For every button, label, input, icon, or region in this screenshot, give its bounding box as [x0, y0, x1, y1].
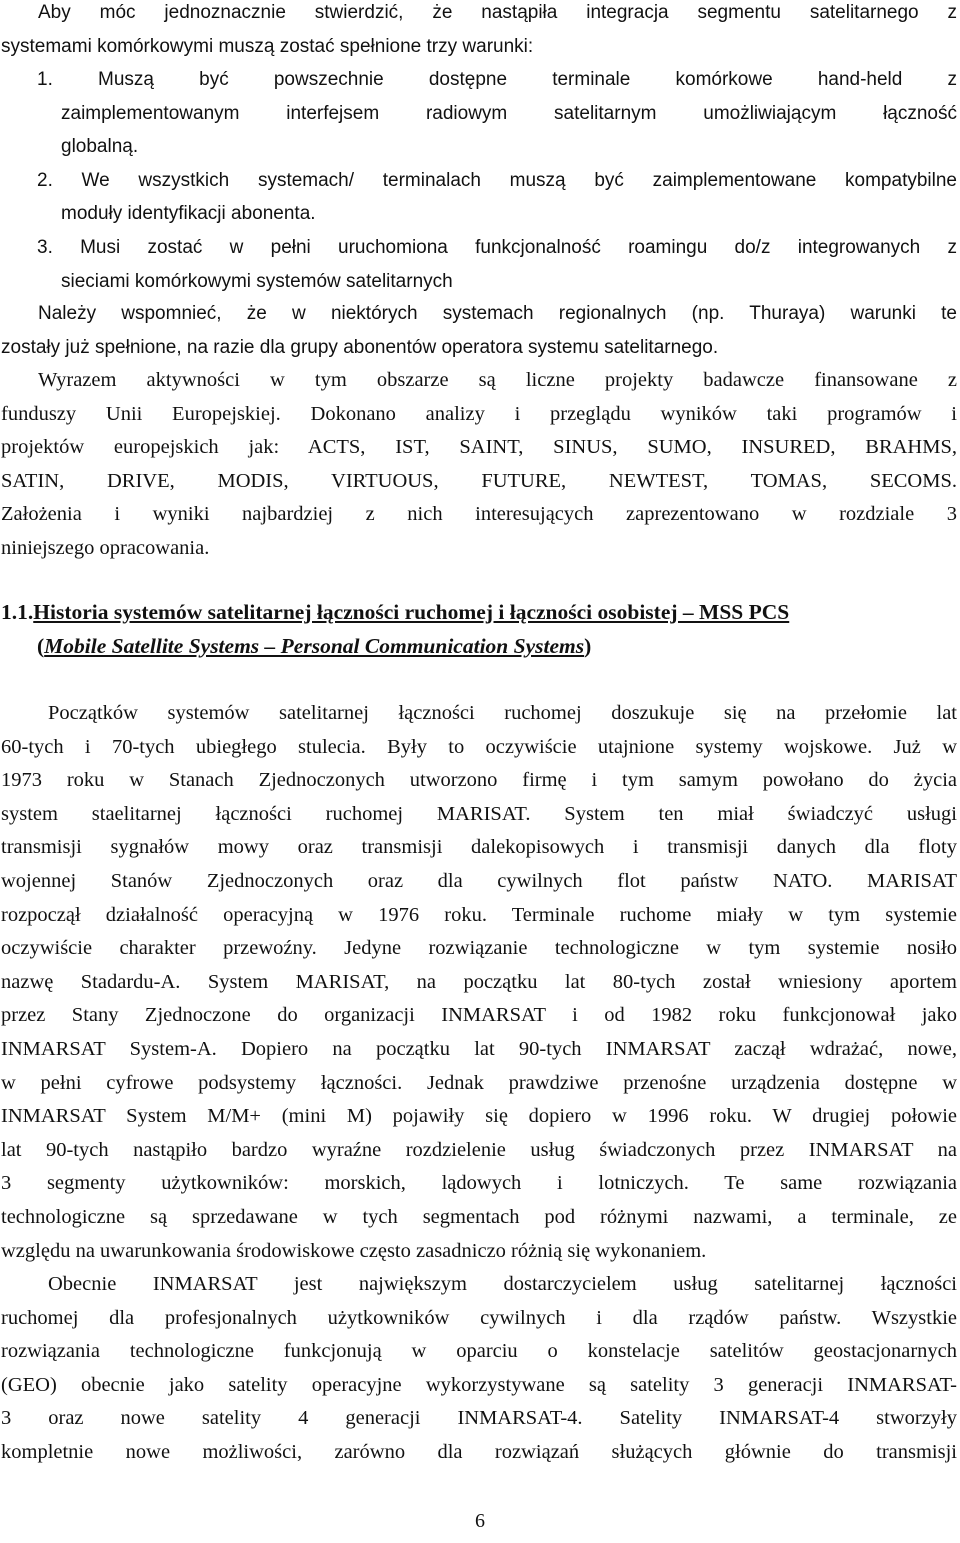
history-paragraph-1 [0, 697, 960, 1268]
section-heading [0, 596, 960, 663]
text-line: 1973 roku w Stanach Zjednoczonych utworzono firmę i tym samym powołano do życia [1, 769, 957, 792]
text-line: Aby móc jednoznacznie stwierdzić, że nastąpiła integracja segmentu satelitarnego z [38, 2, 957, 23]
text-line: transmisji sygnałów mowy oraz transmisji dalekopisowych i transmisji danych dla floty [1, 836, 957, 859]
text-line: sieciami komórkowymi systemów satelitarnych [61, 270, 453, 292]
text-line: (GEO) obecnie jako satelity operacyjne wykorzystywane są satelity 3 generacji INMARSAT- [1, 1373, 957, 1396]
intro-paragraph [0, 0, 960, 63]
text-line: 3. Musi zostać w pełni uruchomiona funkcjonalność roamingu do/z integrowanych z [37, 236, 957, 258]
text-line: 3 segmenty użytkowników: morskich, lądowych i lotniczych. Te same rozwiązania [1, 1172, 957, 1195]
text-line: Początków systemów satelitarnej łączności ruchomej doszukuje się na przełomie lat [48, 702, 957, 724]
list-item [0, 231, 960, 298]
section-subtitle-line [0, 630, 960, 664]
text-line: systemami komórkowymi muszą zostać spełnione trzy warunki: [1, 35, 534, 57]
projects-paragraph [0, 364, 960, 566]
list-item [0, 164, 960, 231]
text-line: rozwiązania technologiczne funkcjonują w oparciu o konstelacje satelitów geostacjonarnych [1, 1340, 957, 1363]
text-line: nazwę Stadardu-A. System MARISAT, na początku lat 80-tych został wniesiony aportem [1, 970, 957, 993]
list-item [0, 63, 960, 164]
text-line: Należy wspomnieć, że w niektórych systemach regionalnych (np. Thuraya) warunki te [38, 303, 957, 324]
text-line: 2. We wszystkich systemach/ terminalach muszą być zaimplementowane kompatybilne [37, 169, 957, 191]
text-line: przez Stany Zjednoczone do organizacji INMARSAT i od 1982 roku funkcjonował jako [1, 1004, 957, 1027]
text-line: względu na uwarunkowania środowiskowe często zasadniczo różnią się wykonaniem. [1, 1239, 707, 1262]
text-line: zaimplementowanym interfejsem radiowym satelitarnym umożliwiającym łączność [61, 102, 957, 124]
text-line: projektów europejskich jak: ACTS, IST, SAINT, SINUS, SUMO, INSURED, BRAHMS, [1, 436, 957, 459]
text-line: system staelitarnej łączności ruchomej MARISAT. System ten miał świadczyć usługi [1, 802, 957, 825]
text-line: wojennej Stanów Zjednoczonych oraz dla cywilnych flot państw NATO. MARISAT [1, 869, 957, 892]
text-line: lat 90-tych nastąpiło bardzo wyraźne rozdzielenie usług świadczonych przez INMARSAT na [1, 1138, 957, 1161]
text-line: Założenia i wyniki najbardziej z nich interesujących zaprezentowano w rozdziale 3 [1, 503, 957, 526]
section-number: 1.1. [1, 600, 34, 624]
text-line: funduszy Unii Europejskiej. Dokonano analizy i przeglądu wyników taki programów i [1, 402, 957, 425]
subtitle-open-paren: ( [37, 633, 45, 658]
text-line: 60-tych i 70-tych ubiegłego stulecia. Były to oczywiście utajnione systemy wojskowe. Już w [1, 735, 957, 758]
text-line: technologiczne są sprzedawane w tych segmentach pod różnymi nazwami, a terminale, ze [1, 1205, 957, 1228]
text-line: globalną. [61, 136, 139, 158]
text-line: kompletnie nowe możliwości, zarówno dla rozwiązań służących głównie do transmisji [1, 1440, 957, 1463]
text-line: 1. Muszą być powszechnie dostępne terminale komórkowe hand-held z [37, 69, 957, 90]
text-line: niniejszego opracowania. [1, 536, 210, 559]
text-line: Wyrazem aktywności w tym obszarze są liczne projekty badawcze finansowane z [38, 369, 957, 391]
text-line: SATIN, DRIVE, MODIS, VIRTUOUS, FUTURE, NEWTEST, TOMAS, SECOMS. [1, 469, 957, 492]
note-paragraph [0, 297, 960, 364]
section-subtitle: Mobile Satellite Systems – Personal Communication Systems [44, 633, 585, 658]
text-line: w pełni cyfrowe podsystemy łączności. Jednak prawdziwe przenośne urządzenia dostępne w [1, 1071, 957, 1094]
text-line: INMARSAT System-A. Dopiero na początku lat 90-tych INMARSAT zaczął wdrażać, nowe, [1, 1037, 957, 1060]
text-line: INMARSAT System M/M+ (mini M) pojawiły się dopiero w 1996 roku. W drugiej połowie [1, 1105, 957, 1128]
text-line: moduły identyfikacji abonenta. [61, 203, 316, 225]
conditions-list [0, 63, 960, 298]
text-line: 3 oraz nowe satelity 4 generacji INMARSAT-4. Satelity INMARSAT-4 stworzyły [1, 1407, 957, 1430]
section-title: Historia systemów satelitarnej łączności ruchomej i łączności osobistej – MSS PCS [33, 600, 790, 624]
subtitle-close-paren: ) [584, 633, 592, 658]
text-line: oczywiście charakter przewoźny. Jedyne rozwiązanie technologiczne w tym systemie nosiło [1, 937, 957, 960]
text-line: ruchomej dla profesjonalnych użytkowników cywilnych i dla rządów państw. Wszystkie [1, 1306, 957, 1329]
text-line: zostały już spełnione, na razie dla grupy abonentów operatora systemu satelitarnego. [1, 336, 719, 358]
text-line: rozpoczął działalność operacyjną w 1976 roku. Terminale ruchome miały w tym systemie [1, 903, 957, 926]
text-line: Obecnie INMARSAT jest największym dostarczycielem usług satelitarnej łączności [48, 1273, 957, 1295]
history-paragraph-2 [0, 1268, 960, 1470]
page-number: 6 [475, 1510, 485, 1532]
section-title-line [0, 596, 960, 630]
